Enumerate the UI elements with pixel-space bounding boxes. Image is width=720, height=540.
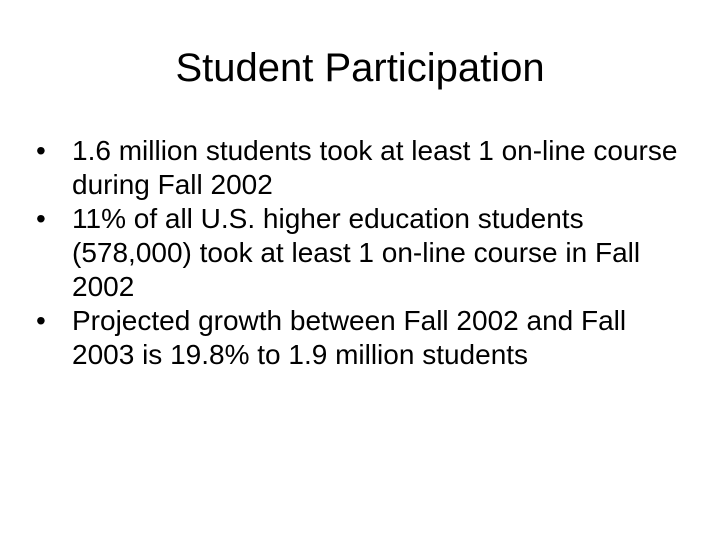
bullet-text: 1.6 million students took at least 1 on-line course during Fall 2002 xyxy=(72,135,678,200)
bullet-text: 11% of all U.S. higher education students (578,000) took at least 1 on-line course in Fall 2002 xyxy=(72,203,641,302)
bullet-item xyxy=(36,202,686,304)
bullet-item xyxy=(36,304,686,372)
bullet-text: Projected growth between Fall 2002 and Fall 2003 is 19.8% to 1.9 million students xyxy=(72,305,627,370)
bullet-icon: • xyxy=(36,135,46,166)
bullet-item xyxy=(36,134,686,202)
bullet-list xyxy=(36,134,686,372)
slide-title: Student Participation xyxy=(175,46,545,90)
bullet-icon: • xyxy=(36,305,46,336)
bullet-icon: • xyxy=(36,203,46,234)
